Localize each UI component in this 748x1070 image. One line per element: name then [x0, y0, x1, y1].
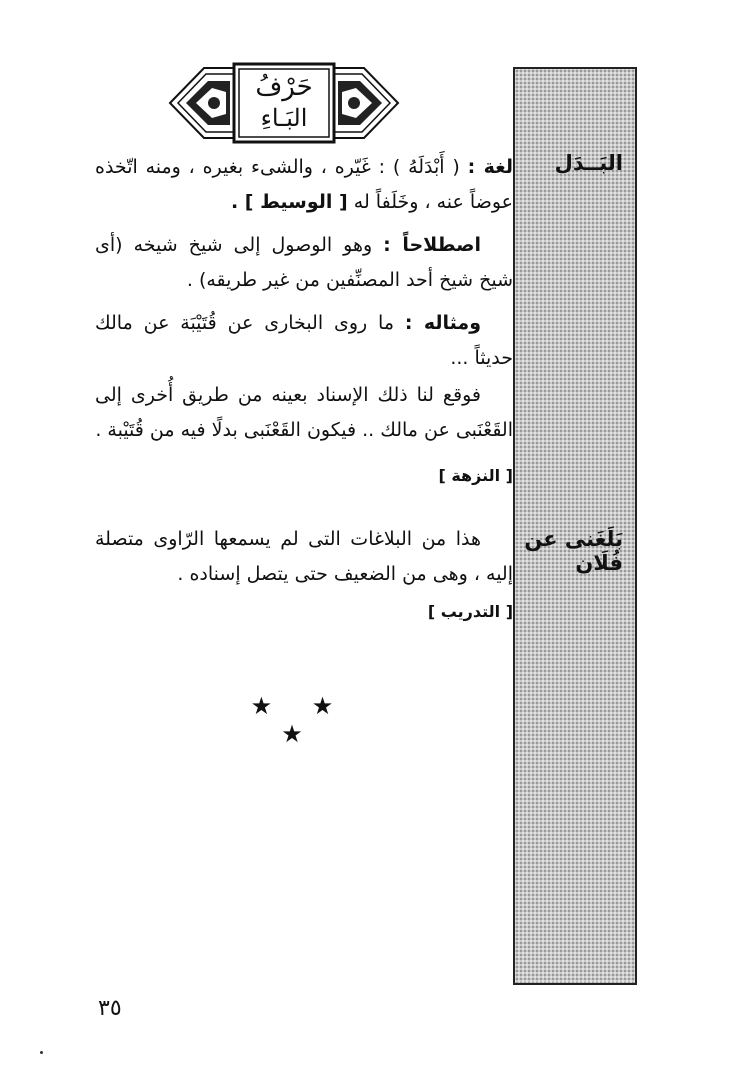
mithal-text: ما روى البخارى عن قُتَيْبَة عن مالك حديثاً ...	[95, 312, 513, 369]
terms-side-column	[513, 67, 637, 985]
entry1-body-paragraph: فوقع لنا ذلك الإسناد بعينه من طريق أُخرى إلى القَعْنَبى عن مالك .. فيكون القَعْنَبى بدلًا فيه من قُتَيْبة .	[95, 384, 513, 441]
entry1-istilah-paragraph	[95, 228, 513, 298]
istilah-text: وهو الوصول إلى شيخ شيخه (أى شيخ شيخ أحد المصنِّفين من غير طريقه) .	[95, 234, 513, 291]
entry1-source: [ النزهة ]	[438, 466, 513, 485]
chapter-title-line1: حَرْفُ	[255, 72, 313, 102]
entry2-body-paragraph: هذا من البلاغات التى لم يسمعها الرّاوى متصلة إليه ، وهى من الضعيف حتى يتصل إسناده .	[95, 528, 513, 585]
lugha-source: [ الوسيط ] .	[230, 191, 348, 213]
lugha-label: لغة :	[467, 156, 513, 178]
mithal-label: ومثاله :	[404, 312, 481, 334]
scan-speck	[40, 1051, 43, 1054]
entry2-source: [ التدريب ]	[427, 602, 513, 621]
side-term-balaghani: بَلَغَنى عن فُلَان	[524, 527, 623, 575]
section-separator-stars: ★ ★ ★	[250, 692, 350, 748]
side-term-badal: البَــدَل	[554, 151, 623, 175]
entry1-lugha-paragraph	[95, 150, 513, 220]
chapter-header-ornament	[168, 62, 400, 144]
page-number: ٣٥	[98, 996, 122, 1021]
entry1-mithal-paragraph	[95, 306, 513, 376]
chapter-title-line2: البَـاءِ	[260, 104, 308, 132]
istilah-label: اصطلاحاً :	[383, 234, 481, 256]
lugha-text: ( أَبْدَلَهُ ) : غَيّره ، والشىء بغيره ، ومنه اتّخذه عوضاً عنه ، وخَلَفاً له	[95, 156, 513, 213]
